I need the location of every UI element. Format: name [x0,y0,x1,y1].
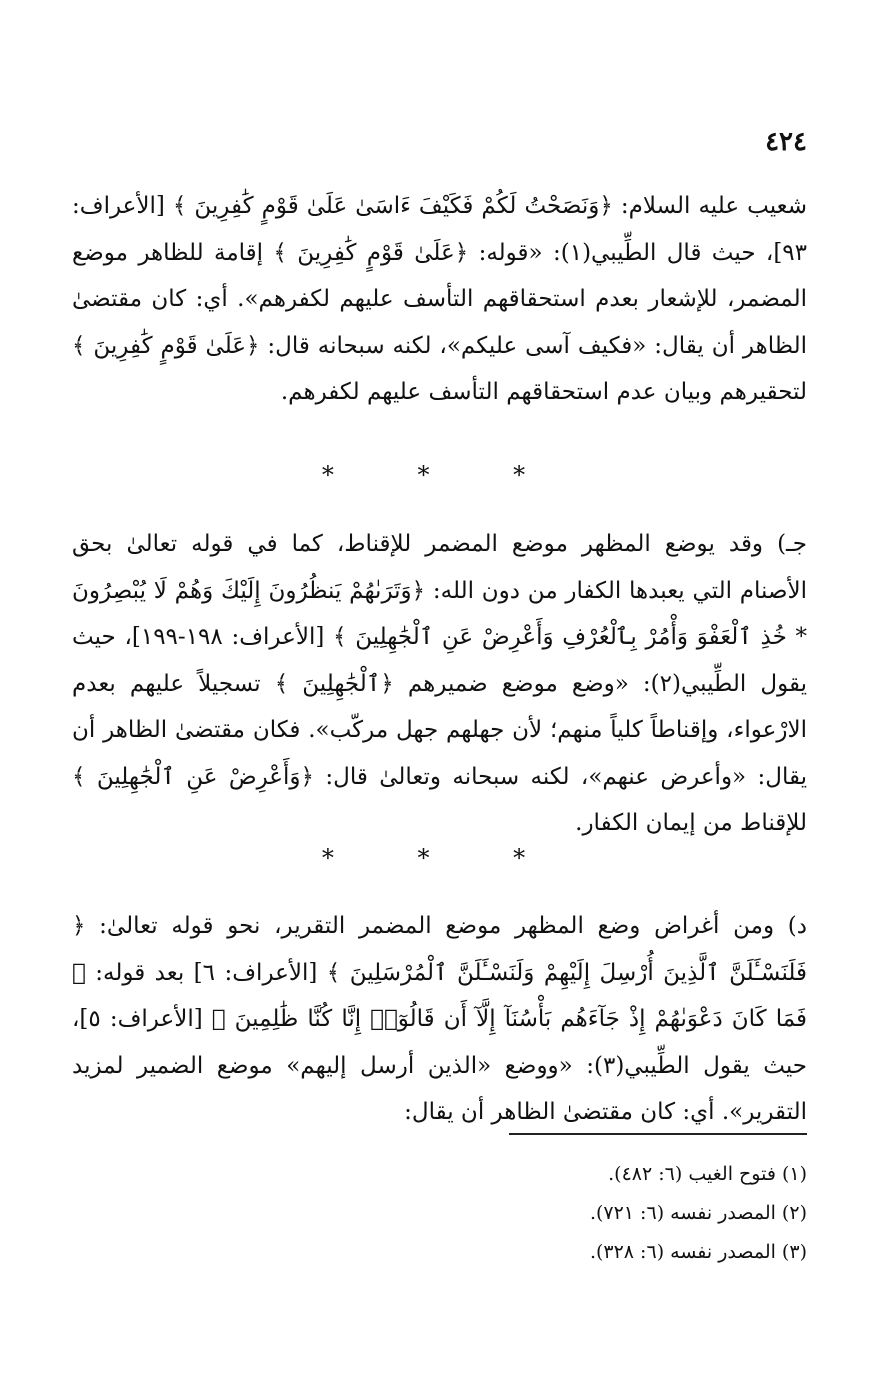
footnote-divider [509,1133,807,1135]
page-number: ٤٢٤ [765,127,807,157]
footnote-item: (١) فتوح الغيب (٦: ٤٨٢). [608,1163,807,1185]
footnotes [300,1155,807,1272]
paragraph-taqrir: د) ومن أغراض وضع المظهر موضع المضمر التقرير، نحو قوله تعالىٰ: ﴿ فَلَنَسْـَٔلَنَّ ٱلَّذِينَ أُرْسِلَ إِلَيْهِمْ وَلَنَسْـَٔلَنَّ ٱلْمُرْسَلِينَ ﴾ [الأعراف: ٦] بعد قوله: ﴿ فَمَا كَانَ دَعْوَىٰهُمْ إِذْ جَآءَهُم بَأْسُنَآ إِلَّآ أَن قَالُوٓا۟ إِنَّا كُنَّا ظَٰلِمِينَ ﴾ [الأعراف: ٥]، حيث يقول الطِّيبي(٣): «ووضع «الذين أرسل إليهم» موضع الضمير لمزيد التقرير». أي: كان مقتضىٰ الظاهر أن يقال: [72,913,807,1125]
section-separator: * * * [321,844,564,872]
paragraph-shuayb: شعيب عليه السلام: ﴿وَنَصَحْتُ لَكُمْ فَكَيْفَ ءَاسَىٰ عَلَىٰ قَوْمٍ كَٰفِرِينَ ﴾ [الأعراف: ٩٣]، حيث قال الطِّيبي(١): «قوله: ﴿عَلَىٰ قَوْمٍ كَٰفِرِينَ ﴾ إقامة للظاهر موضع المضمر، للإشعار بعدم استحقاقهم التأسف عليهم لكفرهم». أي: كان مقتضىٰ الظاهر أن يقال: «فكيف آسى عليكم»، لكنه سبحانه قال: ﴿عَلَىٰ قَوْمٍ كَٰفِرِينَ ﴾ لتحقيرهم وبيان عدم استحقاقهم التأسف عليهم لكفرهم. [72,193,808,405]
section-separator: * * * [321,461,564,489]
footnote-item: (٣) المصدر نفسه (٦: ٣٢٨). [589,1241,807,1263]
footnote-item: (٢) المصدر نفسه (٦: ٧٢١). [589,1202,807,1224]
paragraph-iqnat: جـ) وقد يوضع المظهر موضع المضمر للإقناط، كما في قوله تعالىٰ بحق الأصنام التي يعبدها الكفار من دون الله: ﴿وَتَرَىٰهُمْ يَنظُرُونَ إِلَيْكَ وَهُمْ لَا يُبْصِرُونَ * خُذِ ٱلْعَفْوَ وَأْمُرْ بِٱلْعُرْفِ وَأَعْرِضْ عَنِ ٱلْجَٰهِلِينَ ﴾ [الأعراف: ١٩٨-١٩٩]، حيث يقول الطِّيبي(٢): «وضع موضع ضميرهم ﴿ٱلْجَٰهِلِينَ ﴾ تسجيلاً عليهم بعدم الارْعواء، وإقناطاً كلياً منهم؛ لأن جهلهم جهل مركّب». فكان مقتضىٰ الظاهر أن يقال: «وأعرض عنهم»، لكنه سبحانه وتعالىٰ قال: ﴿وَأَعْرِضْ عَنِ ٱلْجَٰهِلِينَ ﴾ للإقناط من إيمان الكفار. [72,531,807,836]
